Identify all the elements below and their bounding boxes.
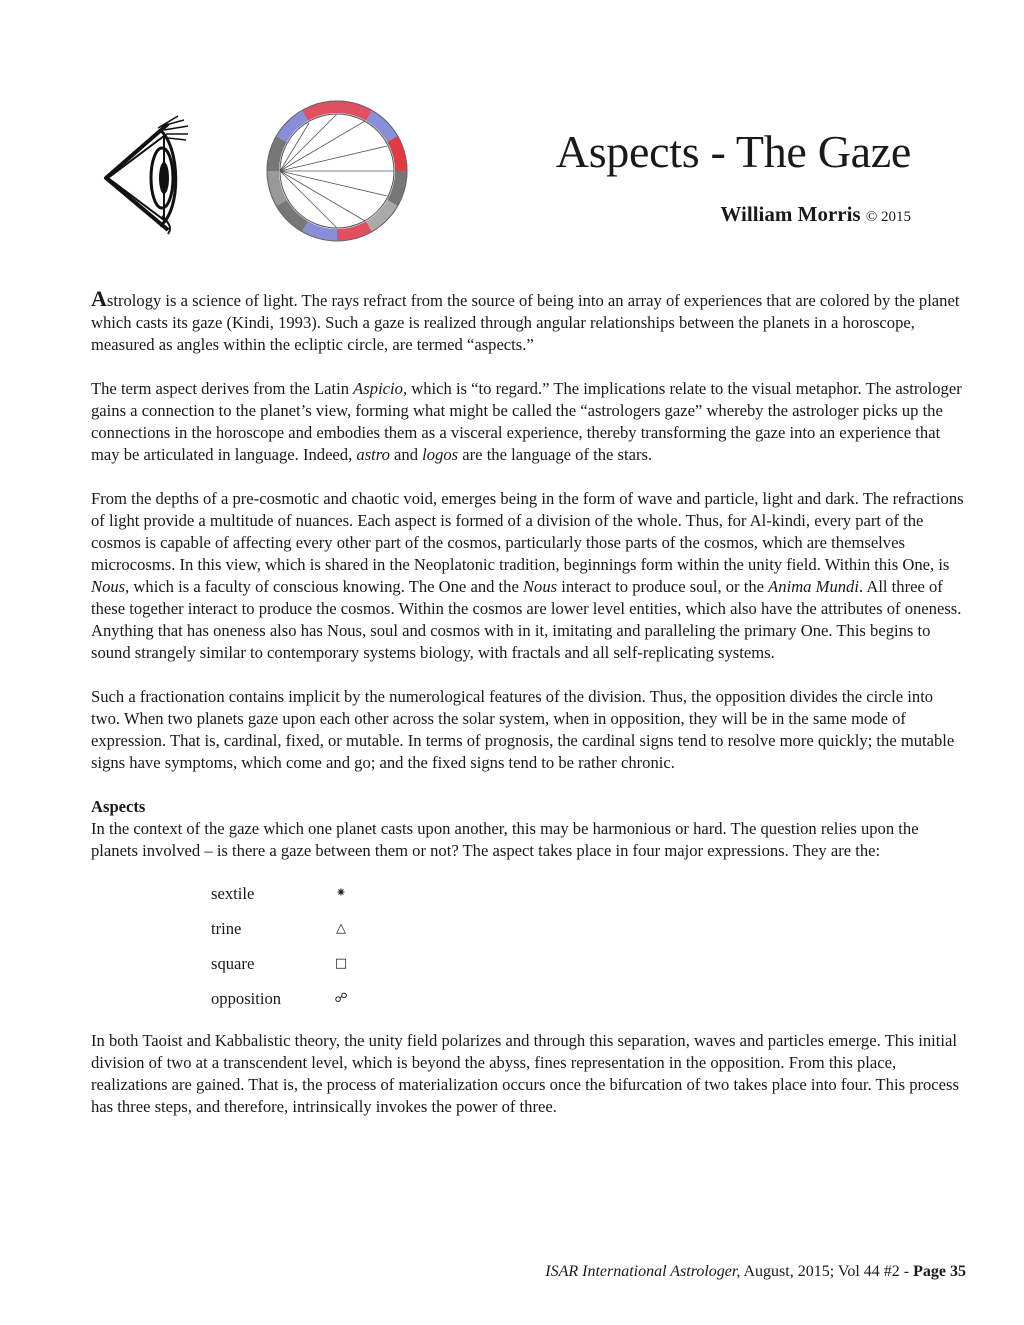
aspect-row-opposition xyxy=(211,981,964,1016)
drop-cap: A xyxy=(91,286,107,311)
sextile-icon: ⁕ xyxy=(335,885,347,901)
paragraph-intro xyxy=(91,288,964,356)
latin-term: Aspicio, xyxy=(353,379,408,398)
publication-name: ISAR International Astrologer, xyxy=(545,1263,741,1280)
author-name: William Morris xyxy=(720,202,861,226)
term-logos: logos xyxy=(422,445,459,464)
copyright-notice: © 2015 xyxy=(865,209,911,225)
term-nous: Nous xyxy=(522,577,558,596)
aspect-name: opposition xyxy=(211,988,282,1008)
article-body xyxy=(91,288,964,1140)
aspect-row-trine xyxy=(211,911,964,946)
aspect-row-sextile xyxy=(211,876,964,911)
paragraph-cosmos xyxy=(91,488,964,664)
trine-icon: △ xyxy=(336,920,346,936)
page-footer xyxy=(545,1261,966,1283)
term-anima-mundi: Anima Mundi xyxy=(768,577,859,596)
paragraph-text: which is “to regard.” The implications relate to the visual metaphor. The astrologer gains a connection to the planet’s view, forming what might be called the “astrologers gaze” whereby the astrologer picks up the connections in the horoscope and embodies them as a visceral experience, thereby transforming the gaze into an experience that may be articulated in language. Indeed, xyxy=(91,379,962,464)
aspect-name: trine xyxy=(211,918,242,938)
aspect-list xyxy=(91,876,964,1016)
issue-info: August, 2015; Vol 44 #2 - xyxy=(740,1263,914,1280)
paragraph-taoist: In both Taoist and Kabbalistic theory, the unity field polarizes and through this separation, waves and particles emerge. This initial division of two at a transcendent level, which is beyond the abyss, fines representation in the opposition. From this place, realizations are gained. That is, the process of materialization occurs once the bifurcation of two takes place into four. This process has three steps, and therefore, intrinsically invokes the power of three. xyxy=(91,1031,959,1116)
zodiac-wheel-icon xyxy=(262,96,412,246)
paragraph-text: are the language of the stars. xyxy=(458,445,653,464)
eye-icon xyxy=(98,106,198,236)
paragraph-text: and xyxy=(389,445,423,464)
paragraph-text: From the depths of a pre-cosmotic and chaotic void, emerges being in the form of wave and particle, light and dark. The refractions of light provide a multitude of nuances. Each aspect is formed of a division of the whole. Thus, for Al-kindi, every part of the cosmos is capable of affecting every other part of the cosmos, particularly those parts of the cosmos, which are themselves microcosms. In this view, which is shared in the Neoplatonic tradition, beginnings form within the unity field. Within this One, is xyxy=(91,489,964,574)
paragraph-intro-text: strology is a science of light. The rays refract from the source of being into an array of experiences that are colored by the planet which casts its gaze (Kindi, 1993). Such a gaze is realized through angular relationships between the planets in a horoscope, measured as angles within the ecliptic circle, are termed “aspects.” xyxy=(91,291,960,354)
aspect-name: sextile xyxy=(211,883,255,903)
paragraph-aspicio xyxy=(91,378,964,466)
paragraph-fractionation: Such a fractionation contains implicit by the numerological features of the division. Thus, the opposition divides the circle into two. When two planets gaze upon each other across the solar system, when in opposition, they will be in the same mode of expression. That is, cardinal, fixed, or mutable. In terms of prognosis, the cardinal signs tend to resolve more quickly; the mutable signs have symptoms, which come and go; and the fixed signs tend to be rather chronic. xyxy=(91,687,955,772)
paragraph-text: interact to produce soul, or the xyxy=(557,577,769,596)
page-title: Aspects - The Gaze xyxy=(555,126,911,177)
page-number: Page 35 xyxy=(913,1263,966,1280)
section-heading-aspects: Aspects xyxy=(91,797,146,816)
paragraph-text: . All three of these together interact to produce the cosmos. Within the cosmos are lower level entities, which also have the attributes of oneness. Anything that has oneness also has Nous, soul and cosmos with in it, imitating and paralleling the primary One. This begins to sound strangely similar to contemporary systems biology, with fractals and all self-replicating systems. xyxy=(91,577,962,662)
square-icon: □ xyxy=(334,955,348,971)
paragraph-text: , which is a faculty of conscious knowing. The One and the xyxy=(125,577,523,596)
paragraph-text: In the context of the gaze which one planet casts upon another, this may be harmonious or hard. The question relies upon the planets involved – is there a gaze between them or not? The aspect takes place in four major expressions. They are the: xyxy=(91,819,919,860)
paragraph-aspects xyxy=(91,796,964,862)
opposition-icon: ☍ xyxy=(334,990,348,1006)
byline xyxy=(560,200,911,231)
paragraph-text: The term aspect derives from the Latin xyxy=(91,379,354,398)
term-nous: Nous xyxy=(91,577,126,596)
aspect-row-square xyxy=(211,946,964,981)
term-astro: astro xyxy=(356,445,390,464)
aspect-name: square xyxy=(211,953,255,973)
